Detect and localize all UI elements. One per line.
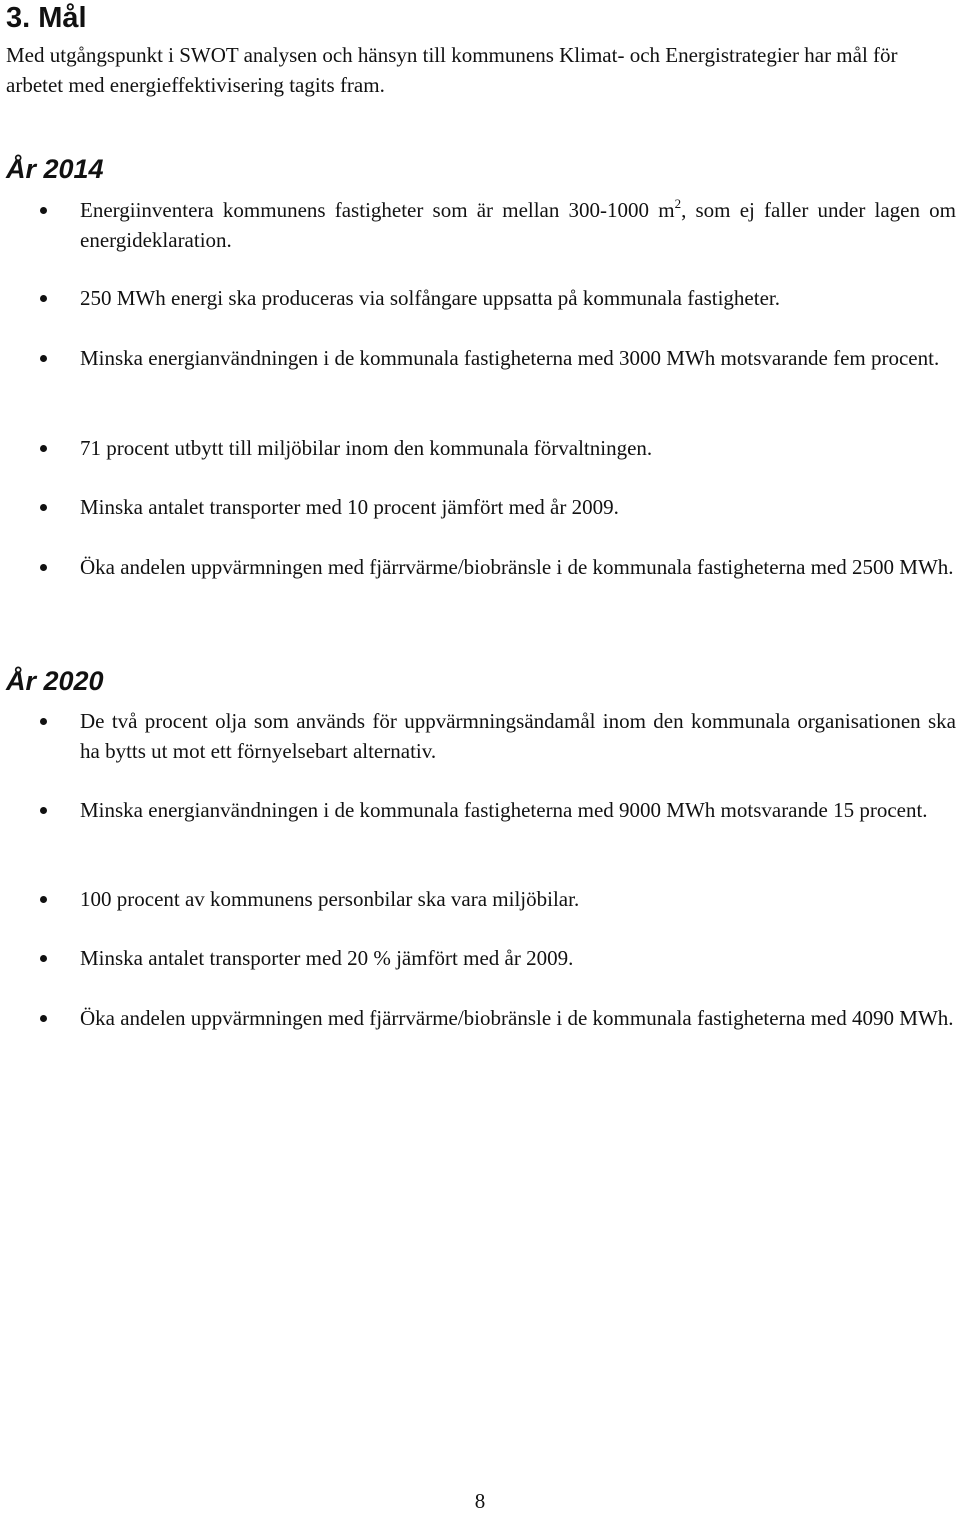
list-item-text-part: Energiinventera kommunens fastigheter som är mellan 300-1000 m: [80, 198, 675, 222]
list-item-text: 250 MWh energi ska produceras via solfångare uppsatta på kommunala fastigheter.: [80, 286, 780, 310]
section-heading-2020: År 2020: [6, 666, 104, 696]
list-item-text: Minska antalet transporter med 20 % jämfört med år 2009.: [80, 946, 574, 970]
bullet-icon: [40, 295, 47, 302]
superscript: 2: [674, 196, 682, 211]
list-item-text: De två procent olja som används för uppvärmningsändamål inom den kommunala organisationen ska ha bytts ut mot ett förnyelsebart alternativ.: [80, 709, 956, 763]
bullet-icon: [40, 718, 47, 725]
list-item-text-part: , som ej faller under lagen om energideklaration.: [80, 198, 956, 252]
bullet-icon: [40, 355, 47, 362]
list-item-text: Minska energianvändningen i de kommunala fastigheterna med 3000 MWh motsvarande fem procent.: [80, 346, 940, 370]
list-item-text: Minska energianvändningen i de kommunala fastigheterna med 9000 MWh motsvarande 15 procent.: [80, 798, 928, 822]
chapter-title: 3. Mål: [6, 2, 87, 34]
bullet-icon: [40, 1015, 47, 1022]
list-item-text: Öka andelen uppvärmningen med fjärrvärme/biobränsle i de kommunala fastigheterna med 4090 MWh.: [80, 1006, 954, 1030]
bullet-icon: [40, 445, 47, 452]
bullet-icon: [40, 896, 47, 903]
list-item-text: Minska antalet transporter med 10 procent jämfört med år 2009.: [80, 495, 619, 519]
bullet-icon: [40, 207, 47, 214]
bullet-icon: [40, 807, 47, 814]
list-item-text: Öka andelen uppvärmningen med fjärrvärme/biobränsle i de kommunala fastigheterna med 2500 MWh.: [80, 555, 954, 579]
section-heading-2014: År 2014: [6, 154, 104, 184]
bullet-icon: [40, 564, 47, 571]
intro-paragraph: Med utgångspunkt i SWOT analysen och hänsyn till kommunens Klimat- och Energistrategier har mål för arbetet med energieffektivisering tagits fram.: [6, 43, 898, 97]
list-item-text: 71 procent utbytt till miljöbilar inom den kommunala förvaltningen.: [80, 436, 653, 460]
list-item-text: [80, 196, 956, 255]
bullet-icon: [40, 955, 47, 962]
list-item-text: 100 procent av kommunens personbilar ska vara miljöbilar.: [80, 887, 580, 911]
bullet-icon: [40, 504, 47, 511]
page-number: 8: [474, 1489, 486, 1513]
